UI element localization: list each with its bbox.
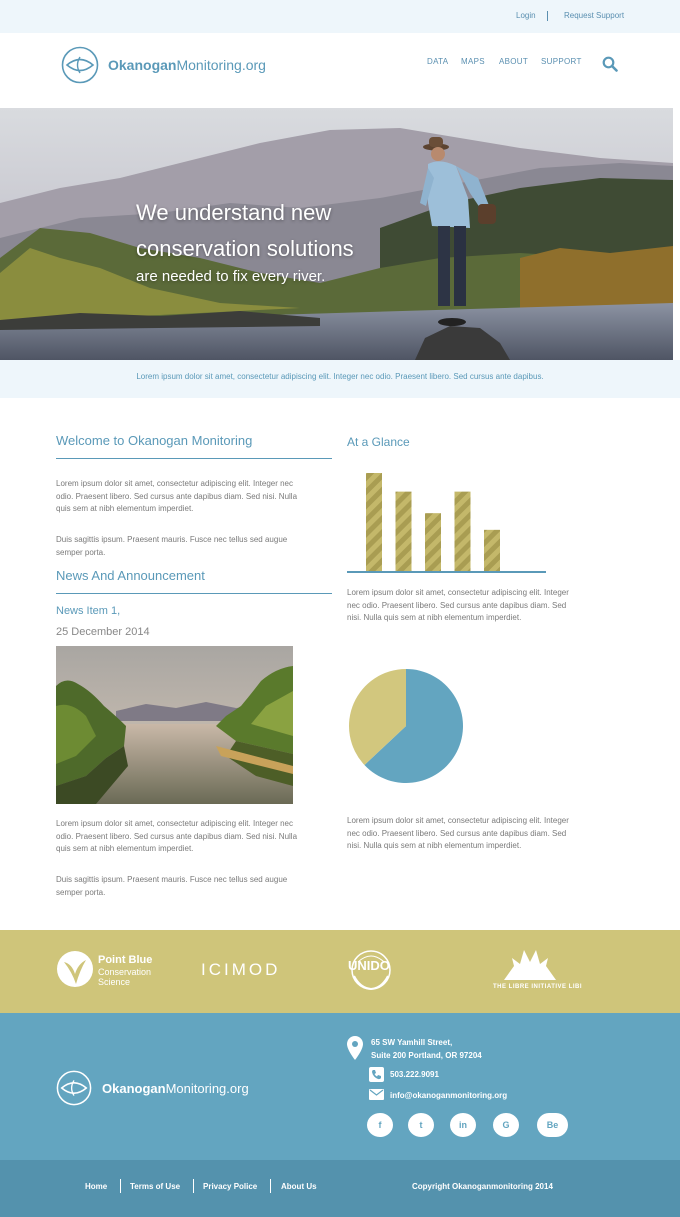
welcome-underline xyxy=(56,458,332,459)
point-blue-name: Point Blue xyxy=(98,954,153,966)
nav-maps[interactable]: MAPS xyxy=(461,57,485,66)
point-blue-sub-2: Science xyxy=(98,977,131,987)
email-address[interactable]: info@okanoganmonitoring.org xyxy=(390,1091,508,1100)
phone-icon xyxy=(369,1067,384,1082)
bar-chart-baseline xyxy=(347,571,546,573)
nav-about[interactable]: ABOUT xyxy=(499,57,529,66)
welcome-paragraph-2: Duis sagittis ipsum. Praesent mauris. Fusce nec tellus sed augue semper porta. xyxy=(56,535,288,557)
partners-band xyxy=(0,930,680,1013)
unido-name: UNIDO xyxy=(348,958,390,973)
hero-banner xyxy=(0,108,673,360)
search-icon[interactable] xyxy=(602,56,618,72)
hero-landscape-image xyxy=(0,108,673,360)
news-item-title[interactable]: News Item 1, xyxy=(56,605,121,617)
at-a-glance-bar-chart xyxy=(346,466,546,576)
footer-eye-logo-icon[interactable] xyxy=(56,1070,92,1106)
nav-support[interactable]: SUPPORT xyxy=(541,57,582,66)
address-line-1: 65 SW Yamhill Street, xyxy=(371,1038,453,1047)
at-a-glance-pie-chart xyxy=(346,666,466,786)
news-item-date: 25 December 2014 xyxy=(56,626,150,638)
request-support-link[interactable]: Request Support xyxy=(564,11,625,20)
brand-light: Monitoring.org xyxy=(176,57,266,73)
hero-headline-1: We understand new xyxy=(136,200,332,225)
login-link[interactable]: Login xyxy=(516,11,536,20)
news-paragraph-1: Lorem ipsum dolor sit amet, consectetur adipiscing elit. Integer nec odio. Praesent libero. Sed cursus ante dapibus diam. Sed nisi. Nulla quis sem at nibh elementum imperdiet. xyxy=(56,819,298,853)
welcome-paragraph-1: Lorem ipsum dolor sit amet, consectetur adipiscing elit. Integer nec odio. Praesent libero. Sed cursus ante dapibus diam. Sed nisi. Nulla quis sem at nibh elementum imperdiet. xyxy=(56,479,298,513)
news-underline xyxy=(56,593,332,594)
bar-2 xyxy=(396,492,412,571)
footer-brand-bold: Okanogan xyxy=(102,1081,166,1096)
river-photo xyxy=(56,646,293,804)
footer-link-divider xyxy=(270,1179,271,1193)
icimod-logo[interactable]: ICIMOD xyxy=(201,960,281,979)
brand-bold: Okanogan xyxy=(108,57,177,73)
footer-brand[interactable] xyxy=(102,1081,249,1096)
bar-5 xyxy=(484,530,500,571)
glance-heading: At a Glance xyxy=(347,435,410,449)
tagline-band xyxy=(0,360,680,398)
footer-link-home[interactable]: Home xyxy=(85,1182,108,1191)
news-paragraph-2: Duis sagittis ipsum. Praesent mauris. Fusce nec tellus sed augue semper porta. xyxy=(56,875,288,897)
point-blue-logo-icon[interactable] xyxy=(56,950,94,988)
copyright-text: Copyright Okanoganmonitoring 2014 xyxy=(412,1182,553,1191)
site-brand[interactable] xyxy=(108,57,266,73)
hero-subheadline: are needed to fix every river. xyxy=(136,268,326,285)
libre-initiative-name: THE LIBRE INITIATIVE LIBI xyxy=(493,984,583,990)
glance-paragraph-1: Lorem ipsum dolor sit amet, consectetur adipiscing elit. Integer nec odio. Praesent libero. Sed cursus ante dapibus diam. Sed nisi. Nulla quis sem at nibh elementum imperdiet. xyxy=(347,588,569,622)
footer-link-terms[interactable]: Terms of Use xyxy=(130,1182,181,1191)
top-utility-bar xyxy=(0,0,680,33)
google-icon[interactable]: G xyxy=(493,1113,519,1137)
behance-icon[interactable]: Be xyxy=(537,1113,568,1137)
twitter-icon[interactable]: t xyxy=(408,1113,434,1137)
eye-logo-icon[interactable] xyxy=(61,46,99,84)
footer-brand-light: Monitoring.org xyxy=(165,1081,249,1096)
footer-link-about[interactable]: About Us xyxy=(281,1182,317,1191)
nav-data[interactable]: DATA xyxy=(427,57,449,66)
linkedin-icon[interactable]: in xyxy=(450,1113,476,1137)
libre-initiative-sunburst-icon[interactable] xyxy=(502,948,558,980)
glance-paragraph-2: Lorem ipsum dolor sit amet, consectetur adipiscing elit. Integer nec odio. Praesent libero. Sed cursus ante dapibus diam. Sed nisi. Nulla quis sem at nibh elementum imperdiet. xyxy=(347,816,569,850)
phone-number[interactable]: 503.222.9091 xyxy=(390,1070,439,1079)
footer-link-privacy[interactable]: Privacy Police xyxy=(203,1182,258,1191)
site-footer xyxy=(0,1013,680,1160)
footer-link-divider xyxy=(120,1179,121,1193)
bar-1 xyxy=(366,473,382,571)
facebook-icon[interactable]: f xyxy=(367,1113,393,1137)
tagline-text: Lorem ipsum dolor sit amet, consectetur adipiscing elit. Integer nec odio. Praesent libero. Sed cursus ante dapibus. xyxy=(136,372,544,381)
bar-4 xyxy=(455,492,471,571)
news-heading: News And Announcement xyxy=(56,568,205,583)
envelope-icon xyxy=(369,1089,384,1100)
footer-link-divider xyxy=(193,1179,194,1193)
bar-3 xyxy=(425,513,441,571)
point-blue-sub-1: Conservation xyxy=(98,967,152,977)
news-river-image[interactable] xyxy=(56,646,293,804)
hero-headline-2: conservation solutions xyxy=(136,236,354,261)
welcome-heading: Welcome to Okanogan Monitoring xyxy=(56,433,253,448)
address-line-2: Suite 200 Portland, OR 97204 xyxy=(371,1051,482,1060)
topbar-divider xyxy=(547,11,548,21)
map-pin-icon xyxy=(347,1036,363,1060)
